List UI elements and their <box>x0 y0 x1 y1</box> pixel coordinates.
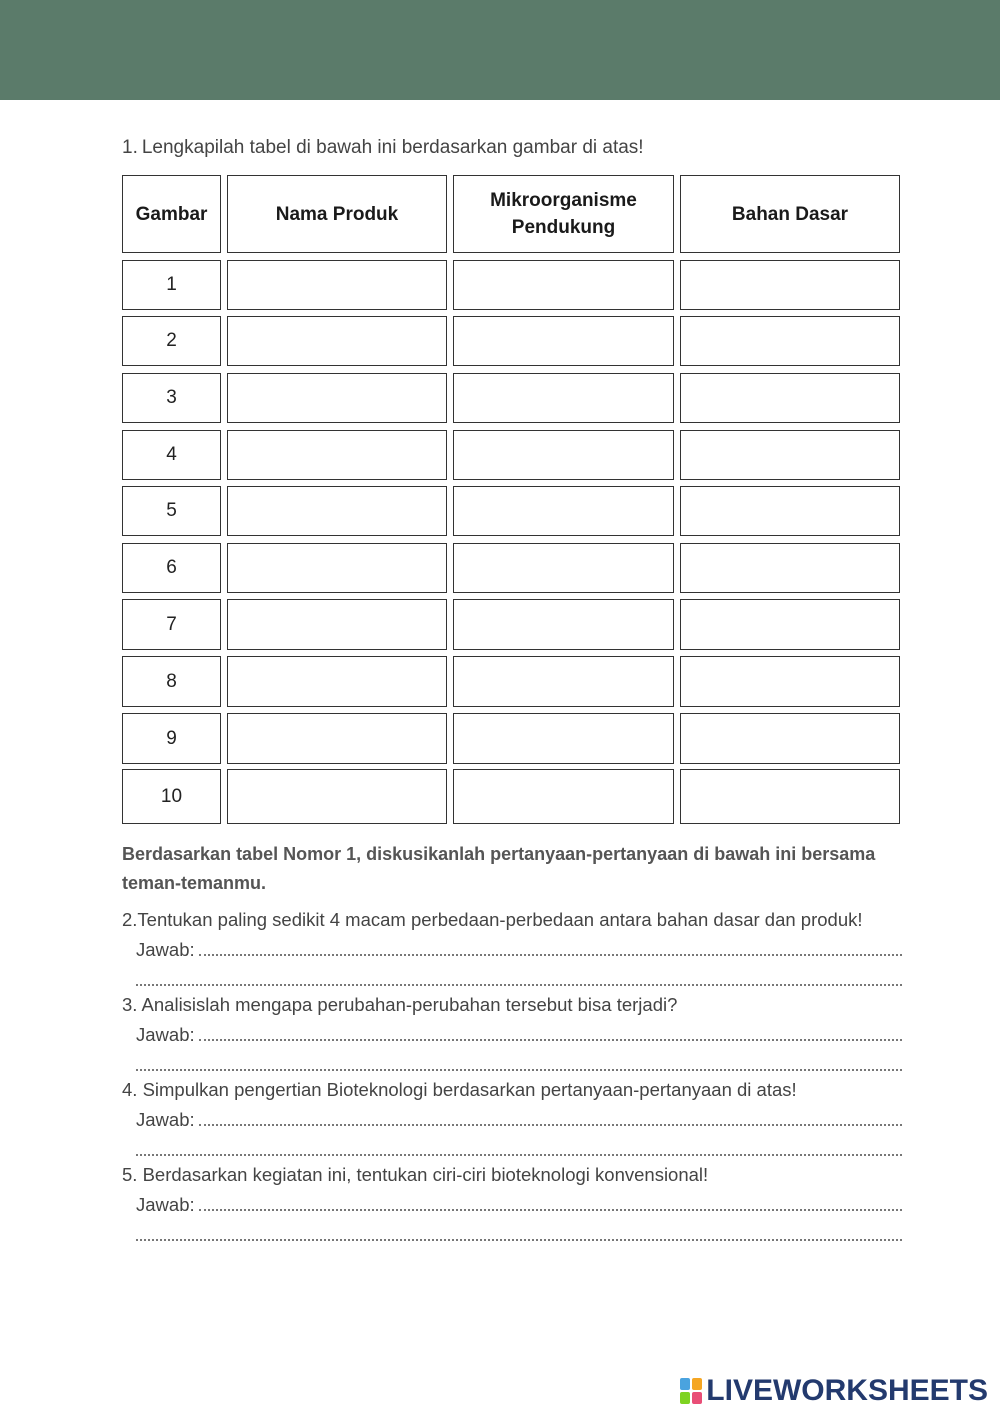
row-9-mikroorganisme-input[interactable] <box>453 713 674 764</box>
row-10-nama-produk-input[interactable] <box>227 769 447 824</box>
header-gambar: Gambar <box>122 175 221 253</box>
row-3-mikroorganisme-input[interactable] <box>453 373 674 423</box>
question-4 <box>122 1076 902 1156</box>
question-4-answer-line-2[interactable] <box>136 1134 902 1156</box>
row-10-number: 10 <box>122 769 221 824</box>
row-10-bahan-dasar-input[interactable] <box>680 769 900 824</box>
logo-square-icon <box>680 1378 690 1390</box>
question-2-text: 2.Tentukan paling sedikit 4 macam perbedaan-perbedaan antara bahan dasar dan produk! <box>122 909 863 930</box>
row-6-mikroorganisme-input[interactable] <box>453 543 674 593</box>
row-1-number: 1 <box>122 260 221 310</box>
discussion-intro: Berdasarkan tabel Nomor 1, diskusikanlah pertanyaan-pertanyaan di bawah ini bersama teman-temanmu. <box>122 844 876 893</box>
row-8-nama-produk-input[interactable] <box>227 656 447 707</box>
row-5-mikroorganisme-input[interactable] <box>453 486 674 536</box>
question-5-answer-line-1[interactable] <box>199 1189 902 1211</box>
instruction-text: Lengkapilah tabel di bawah ini berdasarkan gambar di atas! <box>141 137 644 158</box>
liveworksheets-mark-icon <box>680 1378 702 1404</box>
question-2-answer-line-1[interactable] <box>199 934 902 956</box>
logo-square-icon <box>692 1392 702 1404</box>
instruction-number: 1. <box>122 137 138 158</box>
row-4-number: 4 <box>122 430 221 480</box>
instruction <box>122 137 644 159</box>
question-5-answer-line-2[interactable] <box>136 1219 902 1241</box>
row-6-nama-produk-input[interactable] <box>227 543 447 593</box>
row-7-bahan-dasar-input[interactable] <box>680 599 900 650</box>
row-2-nama-produk-input[interactable] <box>227 316 447 366</box>
question-5-text: 5. Berdasarkan kegiatan ini, tentukan ciri-ciri bioteknologi konvensional! <box>122 1164 709 1185</box>
row-8-mikroorganisme-input[interactable] <box>453 656 674 707</box>
row-1-bahan-dasar-input[interactable] <box>680 260 900 310</box>
row-6-bahan-dasar-input[interactable] <box>680 543 900 593</box>
question-2-answer-label: Jawab: <box>136 939 195 960</box>
row-9-number: 9 <box>122 713 221 764</box>
row-9-bahan-dasar-input[interactable] <box>680 713 900 764</box>
row-4-bahan-dasar-input[interactable] <box>680 430 900 480</box>
row-5-nama-produk-input[interactable] <box>227 486 447 536</box>
row-7-mikroorganisme-input[interactable] <box>453 599 674 650</box>
logo-square-icon <box>692 1378 702 1390</box>
row-7-nama-produk-input[interactable] <box>227 599 447 650</box>
row-3-nama-produk-input[interactable] <box>227 373 447 423</box>
row-2-mikroorganisme-input[interactable] <box>453 316 674 366</box>
row-4-nama-produk-input[interactable] <box>227 430 447 480</box>
liveworksheets-logo <box>680 1374 988 1408</box>
row-1-mikroorganisme-input[interactable] <box>453 260 674 310</box>
row-4-mikroorganisme-input[interactable] <box>453 430 674 480</box>
question-2-answer-line-2[interactable] <box>136 964 902 986</box>
question-4-answer-line-1[interactable] <box>199 1104 902 1126</box>
question-3-answer-line-1[interactable] <box>199 1019 902 1041</box>
row-8-number: 8 <box>122 656 221 707</box>
header-banner <box>0 0 1000 100</box>
question-5 <box>122 1161 902 1241</box>
row-1-nama-produk-input[interactable] <box>227 260 447 310</box>
row-2-bahan-dasar-input[interactable] <box>680 316 900 366</box>
question-5-answer-label: Jawab: <box>136 1194 195 1215</box>
header-nama-produk: Nama Produk <box>227 175 447 253</box>
header-mikroorganisme: Mikroorganisme Pendukung <box>453 175 674 253</box>
row-5-bahan-dasar-input[interactable] <box>680 486 900 536</box>
row-3-number: 3 <box>122 373 221 423</box>
question-4-text: 4. Simpulkan pengertian Bioteknologi berdasarkan pertanyaan-pertanyaan di atas! <box>122 1079 797 1100</box>
question-4-answer-label: Jawab: <box>136 1109 195 1130</box>
liveworksheets-wordmark: LIVEWORKSHEETS <box>706 1374 988 1407</box>
question-2 <box>122 906 902 986</box>
question-3-answer-line-2[interactable] <box>136 1049 902 1071</box>
row-10-mikroorganisme-input[interactable] <box>453 769 674 824</box>
question-3-answer-label: Jawab: <box>136 1024 195 1045</box>
question-3-text: 3. Analisislah mengapa perubahan-perubahan tersebut bisa terjadi? <box>122 994 678 1015</box>
row-2-number: 2 <box>122 316 221 366</box>
row-6-number: 6 <box>122 543 221 593</box>
logo-square-icon <box>680 1392 690 1404</box>
header-bahan-dasar: Bahan Dasar <box>680 175 900 253</box>
row-7-number: 7 <box>122 599 221 650</box>
row-8-bahan-dasar-input[interactable] <box>680 656 900 707</box>
question-3 <box>122 991 902 1071</box>
row-3-bahan-dasar-input[interactable] <box>680 373 900 423</box>
row-9-nama-produk-input[interactable] <box>227 713 447 764</box>
row-5-number: 5 <box>122 486 221 536</box>
